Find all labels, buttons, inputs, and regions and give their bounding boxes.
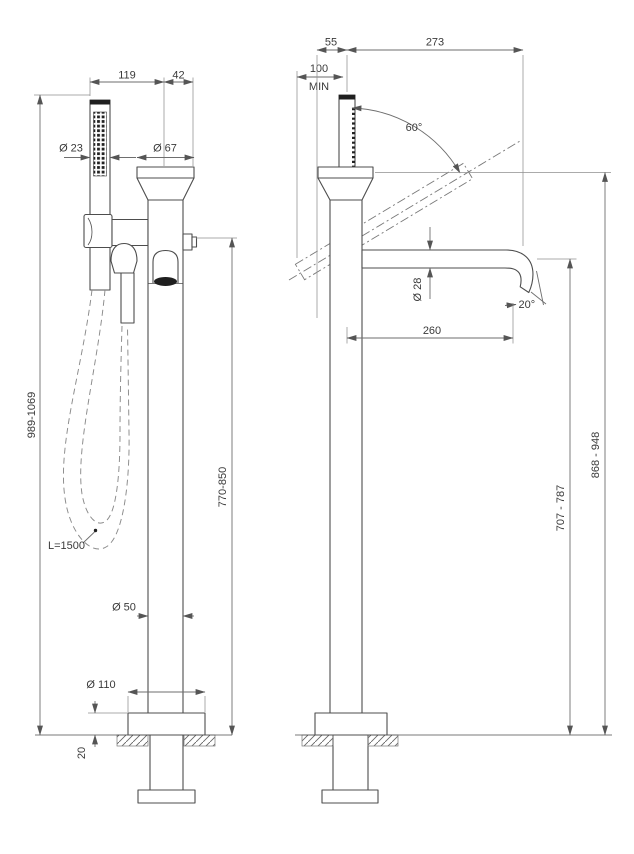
column-diameter-label: Ø 50 (112, 601, 136, 614)
dim-base-diameter (86, 679, 205, 712)
under-floor-pipe (150, 735, 183, 790)
dim-spout-height (537, 259, 577, 735)
trim-height-label: 868 - 948 (590, 431, 602, 479)
side-view (289, 37, 612, 804)
dim-spout-reach (347, 303, 513, 344)
base-side (295, 713, 612, 803)
spout-diameter-label: Ø 28 (412, 277, 424, 302)
hose-loop (48, 290, 129, 552)
spout-reach-label: 260 (422, 325, 442, 337)
front-offset-label: 55 (324, 36, 338, 49)
column-height-label: 770-850 (217, 466, 229, 508)
wall-distance-min-label: MIN (308, 81, 330, 93)
dim-swivel-angle (352, 108, 460, 173)
handshower-front (90, 100, 110, 290)
dim-overall-height (26, 95, 90, 735)
handshower-diameter-label: Ø 23 (59, 142, 83, 155)
dim-base-height (76, 701, 128, 759)
total-reach-label: 273 (425, 36, 445, 49)
column-side (318, 167, 373, 713)
dim-column-height (196, 238, 237, 735)
floor-hatch (302, 735, 333, 746)
floor-hatch (184, 735, 215, 746)
under-floor-flange (322, 790, 378, 803)
spout-height-label: 707 - 787 (555, 484, 567, 532)
outlet-angle-label: 20° (518, 299, 536, 311)
dim-trim-diameter (137, 143, 194, 158)
under-floor-flange (138, 790, 195, 803)
front-view (26, 70, 237, 804)
hose-connection-front (111, 244, 137, 324)
spout-side (362, 250, 533, 293)
under-floor-pipe (333, 735, 368, 790)
base-height-label: 20 (76, 746, 88, 760)
diverter-knob (183, 234, 192, 250)
wall-distance-value-label: 100 (309, 63, 329, 75)
base-diameter-label: Ø 110 (86, 679, 116, 691)
handshower-cap (339, 95, 355, 100)
handshower-cap (90, 100, 110, 105)
floor-hatch (117, 735, 148, 746)
trim-diameter-label: Ø 67 (153, 142, 177, 155)
column-front (137, 167, 197, 713)
spray-face-grid (94, 112, 107, 176)
handshower-offset-label: 119 (118, 69, 136, 82)
handshower-holder-front (84, 215, 148, 248)
swivel-angle-label: 60° (405, 122, 423, 134)
hose-length-label: L=1500 (48, 540, 86, 552)
floor-hatch (368, 735, 398, 746)
base-front (35, 713, 232, 803)
spout-offset-label: 42 (172, 69, 185, 82)
spout-outlet-opening (154, 277, 177, 286)
overall-height-label: 989-1069 (26, 391, 38, 439)
